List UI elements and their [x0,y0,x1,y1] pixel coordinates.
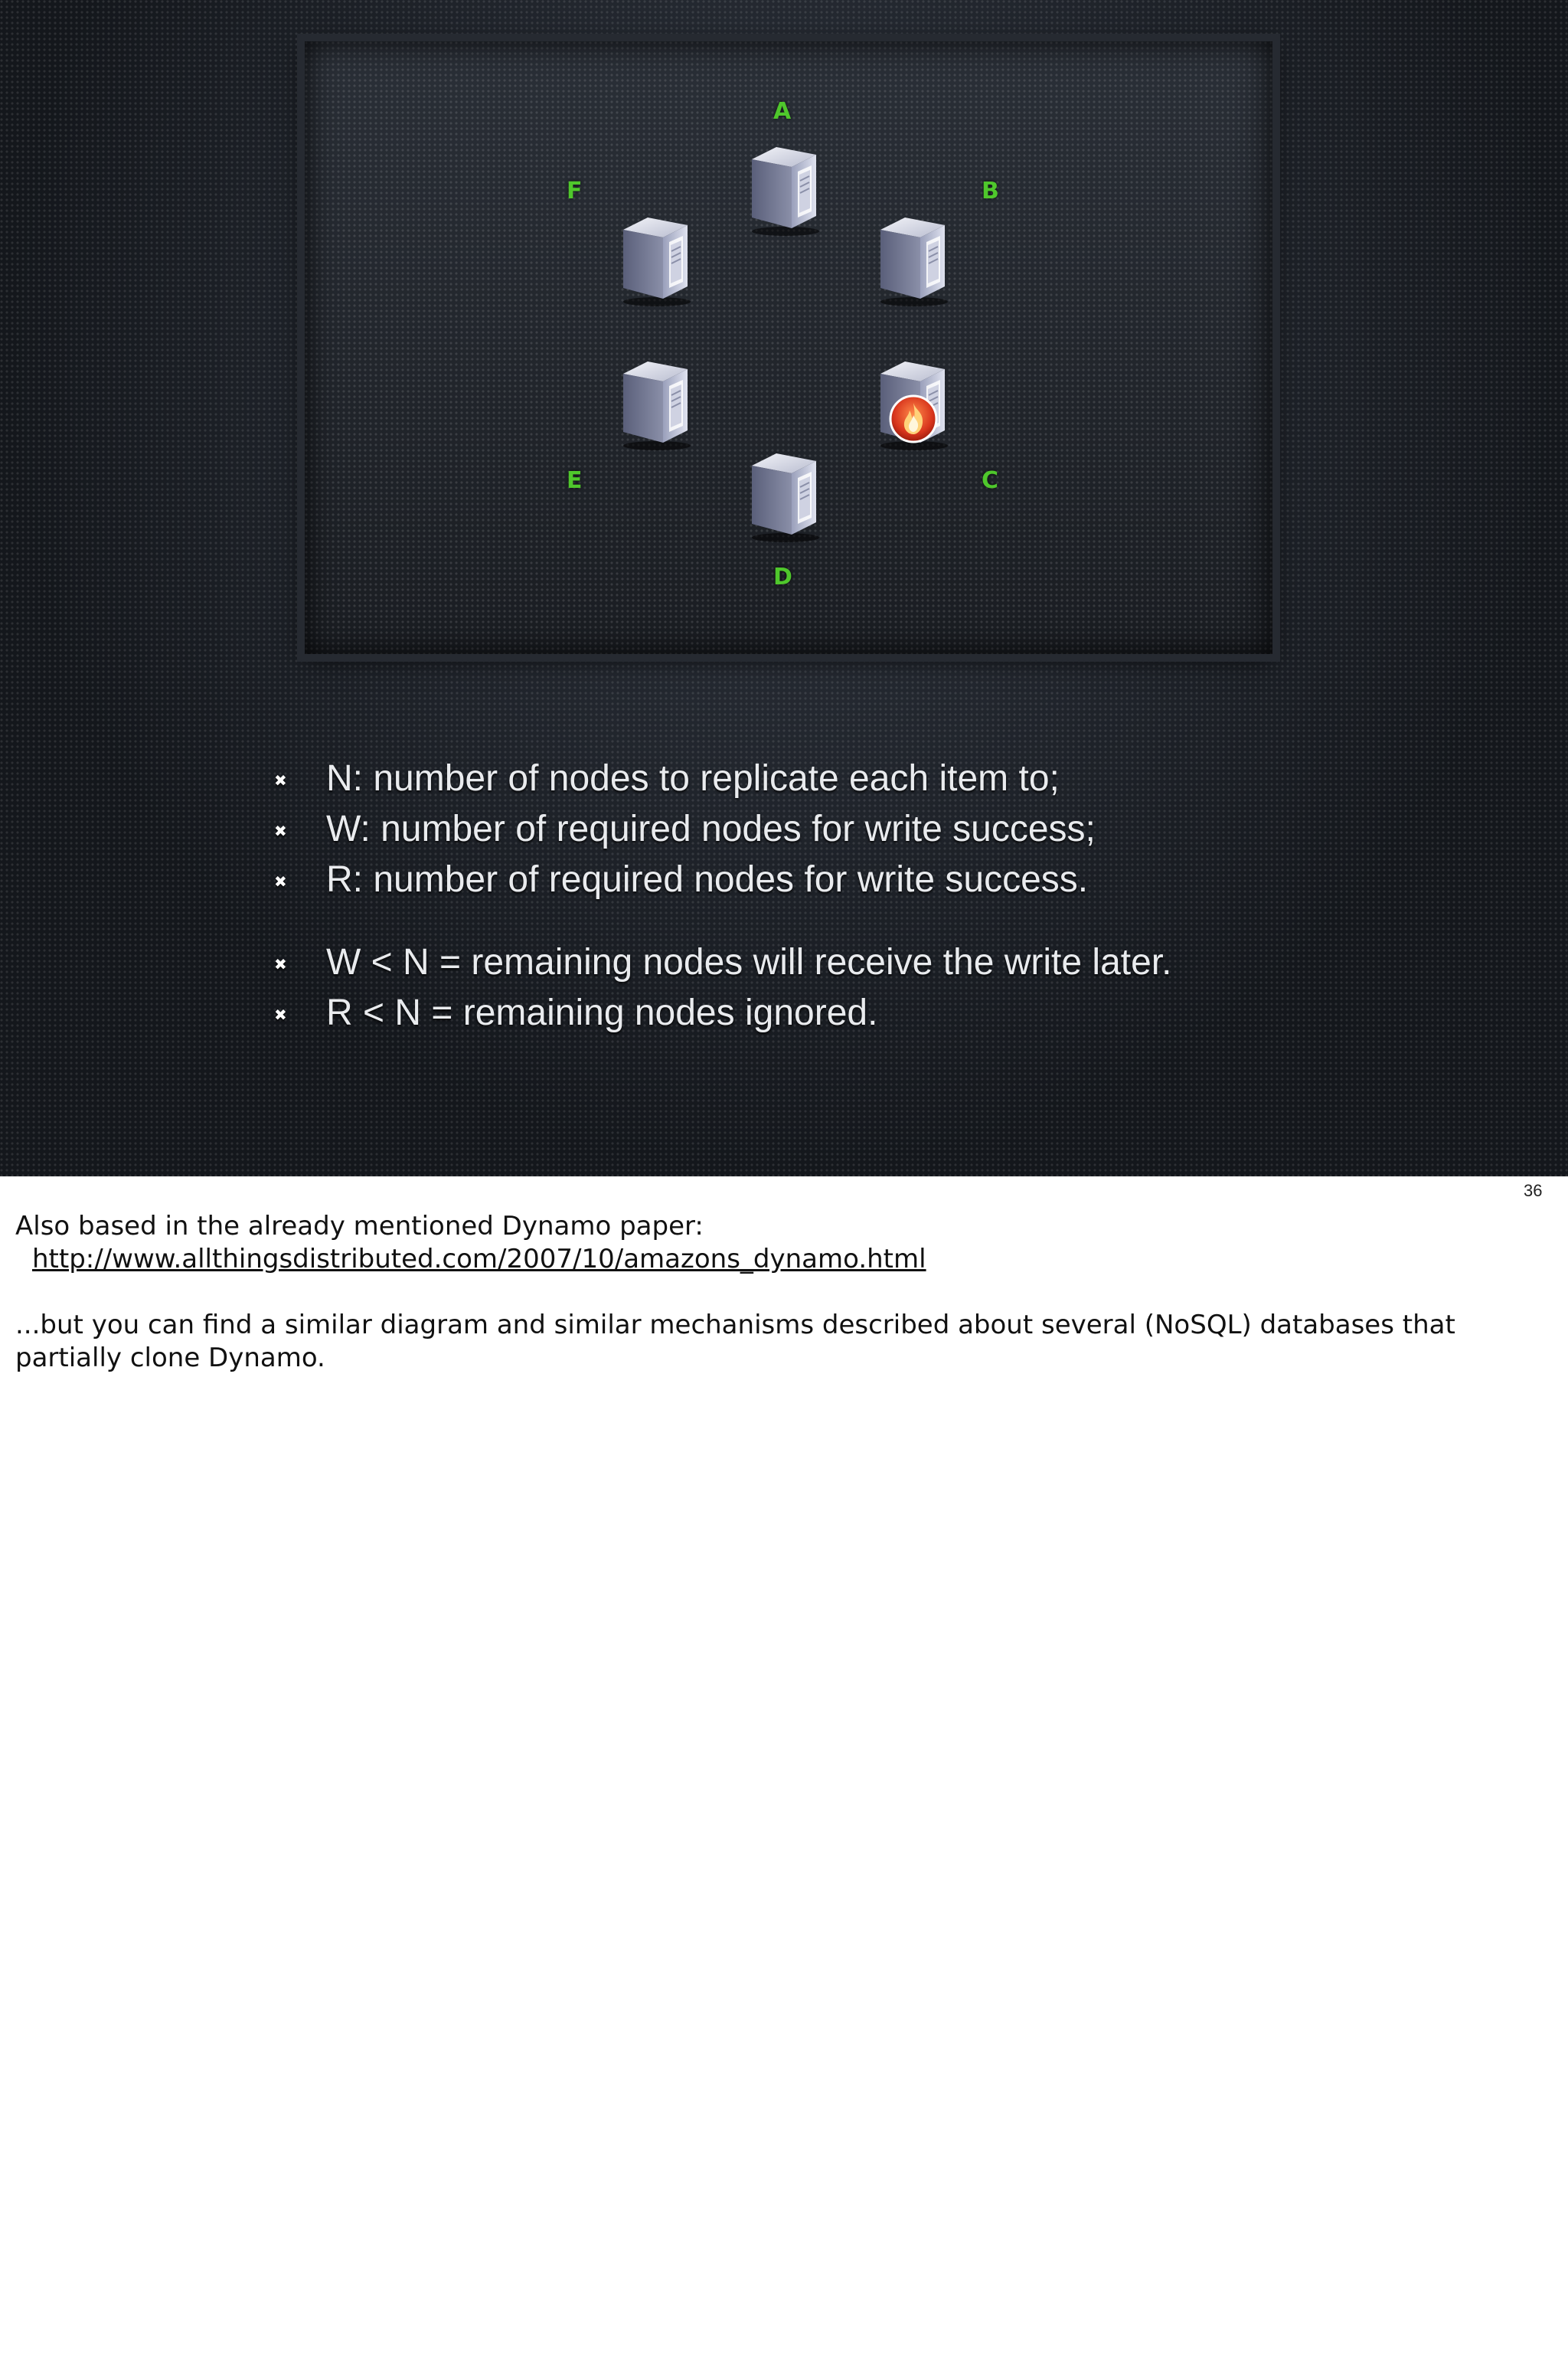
list-item [274,988,1346,1039]
bullet-icon: ✖ [274,955,287,973]
list-item [274,804,1346,855]
bullet-text: W: number of required nodes for write success; [326,809,1096,849]
server-icon [746,141,822,236]
server-icon [617,355,694,450]
list-item [274,937,1346,988]
bullet-text: W < N = remaining nodes will receive the write later. [326,942,1172,983]
bullet-icon: ✖ [274,822,287,840]
node-label-f: F [567,178,583,204]
notes-paragraph: ...but you can find a similar diagram and similar mechanisms described about several (NoSQL) databases that partially clone Dynamo. [15,1310,1455,1373]
list-item [274,855,1346,905]
node-label-b: B [982,178,999,204]
bullet-icon: ✖ [274,872,287,891]
node-label-e: E [567,467,583,494]
bullet-text: R < N = remaining nodes ignored. [326,993,878,1033]
server-icon [617,211,694,306]
diagram-panel [305,41,1272,654]
speaker-notes [15,1210,1539,1375]
server-icon [746,447,822,542]
list-item [274,754,1346,804]
node-label-c: C [982,467,999,494]
bullet-icon: ✖ [274,1006,287,1024]
node-label-d: D [773,564,792,590]
bullet-text: R: number of required nodes for write success. [326,859,1089,900]
server-icon [874,211,951,306]
bullet-list [274,754,1346,1071]
page-number: 36 [1524,1181,1543,1200]
bullet-icon: ✖ [274,771,287,790]
node-label-a: A [773,98,792,125]
fire-icon [888,394,939,444]
bullet-group-definitions [274,754,1346,905]
bullet-text: N: number of nodes to replicate each item to; [326,758,1060,799]
slide [0,0,1568,1176]
bullet-group-rules [274,937,1346,1039]
dynamo-paper-link[interactable]: http://www.allthingsdistributed.com/2007/10/amazons_dynamo.html [32,1244,926,1274]
notes-line: Also based in the already mentioned Dynamo paper: [15,1211,704,1241]
